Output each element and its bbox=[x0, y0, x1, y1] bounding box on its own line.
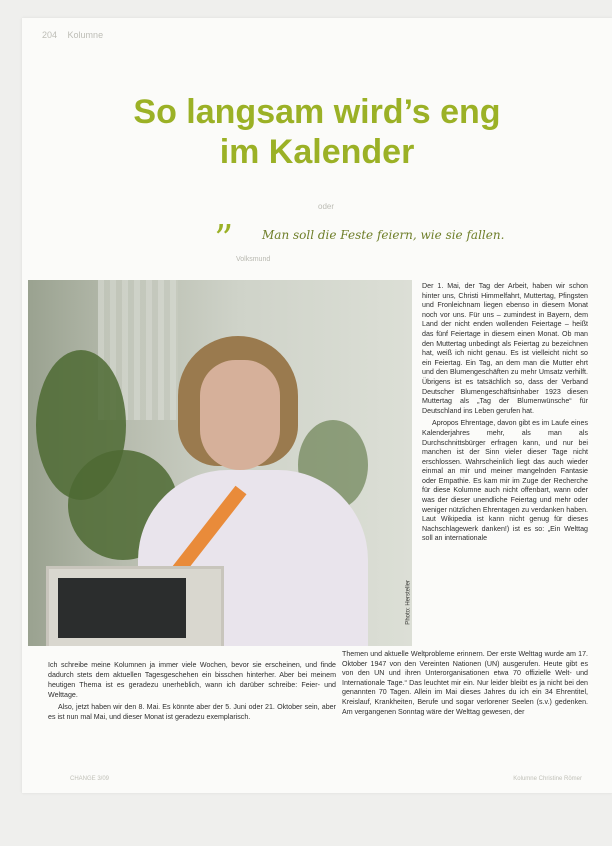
footer-right: Kolumne Christine Römer bbox=[513, 776, 582, 782]
title-subline: oder bbox=[318, 202, 335, 211]
page-header bbox=[42, 30, 111, 40]
paragraph: Apropos Ehrentage, davon gibt es im Laufe eines Kalenderjahres mehr, als man als Durchschnittsbürger erfragen kann, und nur bei manchen ist der Sinn vieler dieser Tage nicht erschlossen. Wahrscheinlich liegt das auch wieder einmal an mir und meiner mangelnden Fantasie oder Empathie. Es kam mir im Zuge der Recherche für diese Kolumne auch nicht offenbart, wann oder was der dieser unendliche Feiertag und mehr oder weniger nützlichen Ehrentagen zu verdanken haben. Laut Wikipedia ist kann nicht genug für dieses Nachschlagewerk danken!) ist es so: „Ein Welttag soll an internationale bbox=[422, 419, 588, 543]
footer-left: CHANGE 3/09 bbox=[70, 776, 110, 782]
quote-text: Man soll die Feste feiern, wie sie fallen. bbox=[262, 228, 505, 242]
article-column-right bbox=[422, 282, 588, 547]
magazine-page bbox=[22, 18, 612, 793]
article-column-bottom-left bbox=[48, 660, 336, 724]
title-line-1: So langsam wird’s eng bbox=[133, 93, 501, 131]
paragraph: Also, jetzt haben wir den 8. Mai. Es könnte aber der 5. Juni oder 21. Oktober sein, aber es ist nun mal Mai, und dieser Monat ist geradezu exemplarisch. bbox=[48, 703, 336, 721]
page-number: 204 bbox=[42, 30, 58, 40]
person-face bbox=[200, 360, 280, 470]
quote-source: Volksmund bbox=[236, 256, 271, 263]
paragraph: Der 1. Mai, der Tag der Arbeit, haben wir schon hinter uns, Christi Himmelfahrt, Muttertag, Pfingsten und Fronleichnam liegen ebenso in diesem Monat noch vor uns. Für uns – zumindest in Bayern, dem Land der nicht enden wollenden Feiertage – heißt das fünf Feiertage in diesem einen Monat. Ob man den Muttertag unbedingt als Feiertag zu bezeichnen hat, weiß ich nicht genau. Es ist vielleicht nicht so ein Feiertag. Ein Tag, an dem man die Mutter ehrt und den Blumengeschäften zu mehr Umsatz verhilft. Übrigens ist es tatsächlich so, dass der Verband Deutscher Blumengeschäftsinhaber 1923 diesen Muttertag als „Tag der Blumenwünsche“ für Deutschland ins Leben gerufen hat. bbox=[422, 282, 588, 415]
quote-mark: ” bbox=[214, 217, 234, 261]
photo-credit: Photo: Hersteller bbox=[406, 580, 412, 625]
paragraph: Ich schreibe meine Kolumnen ja immer viele Wochen, bevor sie erscheinen, und finde dadurch stets dem aktuellen Tagesgeschehen ein bisschen hinterher. Aber bei meinem heutigen Thema ist es geradezu unerheblich, wann ich darüber schreibe: Feier- und Welttage. bbox=[48, 661, 336, 699]
title-line-2: im Kalender bbox=[219, 133, 415, 171]
section-label: Kolumne bbox=[67, 30, 104, 40]
monitor-screen bbox=[58, 578, 186, 638]
article-column-bottom-right: Themen und aktuelle Weltprobleme erinnern. Der erste Welttag wurde am 17. Oktober 1947 von den Vereinten Nationen (UN) ausgerufen. Heute gibt es von den UN und ihren Unterorganisationen etwa 70 offizielle Welt- und Internationale Tage.“ Das leuchtet mir ein. Nur leider bleibt es ja nicht bei den genannten 70 Tagen. Allein im Mai dieses Jahres du ich ein 34 Ehrentitel, Kreislauf, Krankheiten, Berufe und sogar verlorener Seelen (s.v.) gedenken. Am vergangenen Sonntag wäre der Welttag gewesen, der bbox=[342, 650, 588, 716]
article-title bbox=[22, 92, 612, 172]
author-photo bbox=[28, 280, 412, 646]
